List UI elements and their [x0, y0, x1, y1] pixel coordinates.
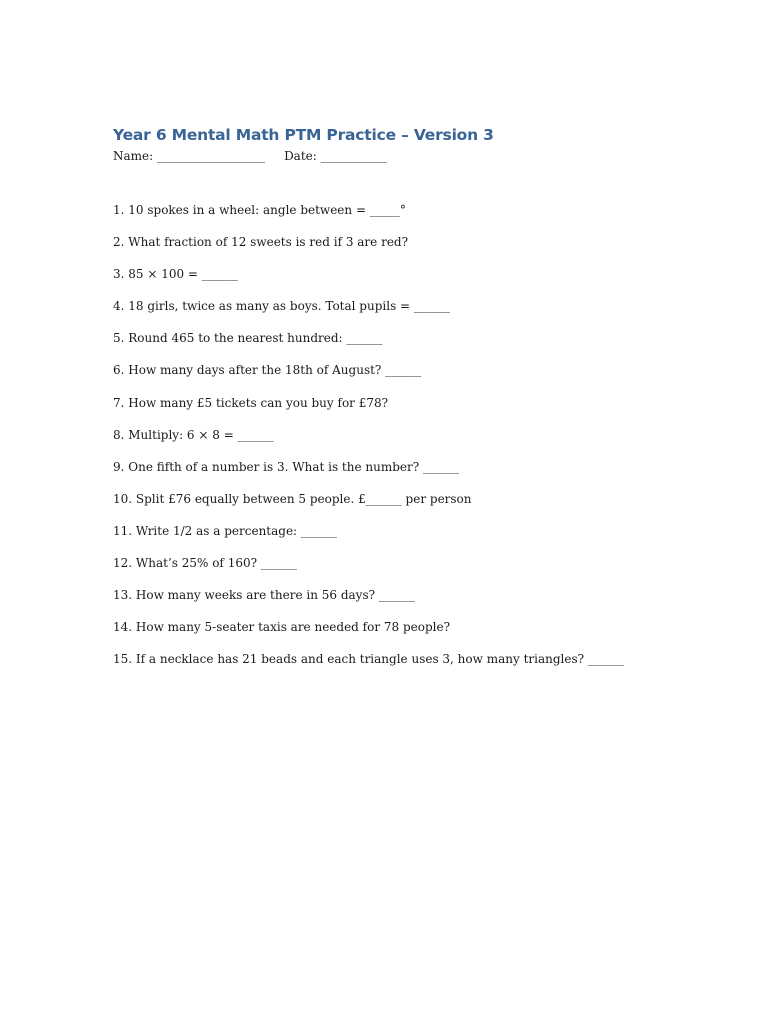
- question-item: 11. Write 1/2 as a percentage: ______: [113, 523, 337, 538]
- question-item: 2. What fraction of 12 sweets is red if 3 are red?: [113, 235, 409, 250]
- name-date-line: Name: __________________ Date: ___________: [113, 149, 387, 163]
- question-item: 9. One fifth of a number is 3. What is the number? ______: [113, 459, 459, 474]
- question-item: 1. 10 spokes in a wheel: angle between = _____°: [113, 203, 406, 217]
- question-item: 5. Round 465 to the nearest hundred: ______: [113, 331, 383, 346]
- question-item: 4. 18 girls, twice as many as boys. Total pupils = ______: [113, 299, 450, 314]
- question-item: 14. How many 5-seater taxis are needed for 78 people?: [113, 620, 451, 635]
- question-item: 6. How many days after the 18th of August? ______: [113, 363, 422, 378]
- question-item: 8. Multiply: 6 × 8 = ______: [113, 427, 274, 442]
- question-item: 3. 85 × 100 = ______: [113, 267, 238, 282]
- worksheet-title: Year 6 Mental Math PTM Practice – Version 3: [113, 126, 494, 144]
- question-item: 12. What’s 25% of 160? ______: [113, 556, 297, 571]
- question-list: [113, 201, 713, 682]
- question-item: 7. How many £5 tickets can you buy for £78?: [113, 395, 389, 410]
- question-item: 15. If a necklace has 21 beads and each triangle uses 3, how many triangles? ______: [113, 652, 624, 667]
- question-item: 13. How many weeks are there in 56 days? ______: [113, 588, 415, 603]
- worksheet-content: [113, 124, 713, 667]
- question-item: 10. Split £76 equally between 5 people. £______ per person: [113, 491, 472, 506]
